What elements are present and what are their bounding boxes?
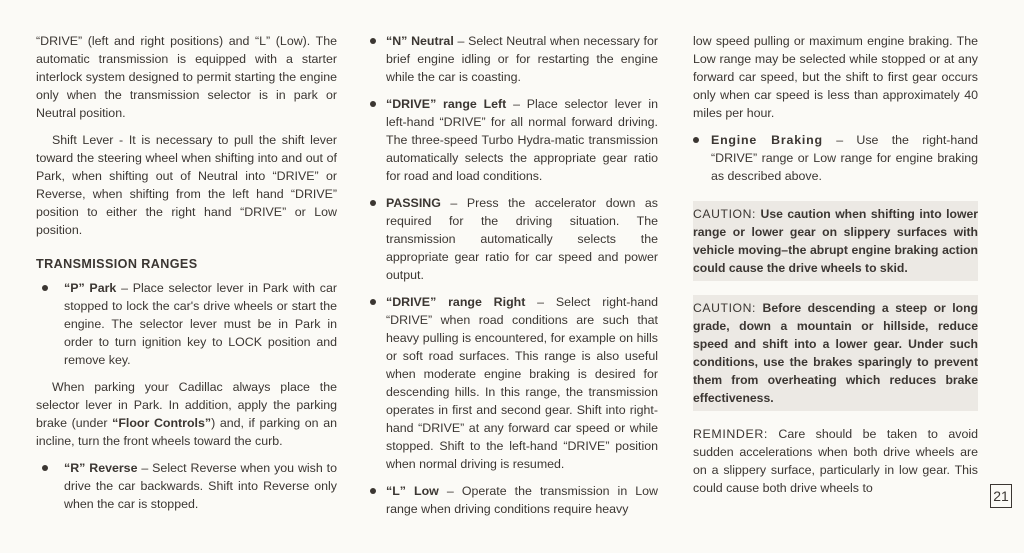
caution-body: Before descending a steep or long grade, down a mountain or hillside, reduce speed and shift into a lower gear. Under such conditions, use the brakes sparingly to prevent them from overheating which reduces brake effectiveness. <box>693 301 978 405</box>
shift-lever-paragraph: Shift Lever - It is necessary to pull the shift lever toward the steering wheel when shifting into and out of Park, when shifting out of Neutral into “DRIVE” or Reverse, when shifting from the left hand “DRIVE” position to either the right hand “DRIVE” or Low position. <box>36 133 337 237</box>
bullet-lead: PASSING <box>386 196 441 210</box>
bullet-body: – Press the accelerator down as required for the driving situation. The transmission automatically selects the appropriate gear ratio for car speed and power output. <box>386 196 658 282</box>
bullet-drive-right <box>370 293 658 473</box>
bullet-body: – Place selector lever in Park with car stopped to lock the car's drive wheels or start the engine. The selector lever must be in Park in order to turn ignition key to LOCK position and remove key. <box>64 281 338 367</box>
bullet-body: – Select right-hand “DRIVE” when road conditions are such that heavy pulling is encountered, for example on hills or soft road surfaces. This range is also useful when moderate engine braking is desired for descending hills. In this range, the transmission operates in first and second gear. Shift into right-hand “DRIVE” at any forward car speed or while stopped. Shift to the left-hand “DRIVE” position when normal driving is resumed. <box>386 295 658 471</box>
bullet-lead: “N” Neutral <box>386 34 454 48</box>
column-2 <box>370 32 658 527</box>
bullet-passing <box>370 194 658 284</box>
caution-label: CAUTION: <box>693 301 757 315</box>
bullet-park <box>36 279 337 369</box>
floor-controls-reference: “Floor Controls” <box>112 416 212 430</box>
intro-paragraph: “DRIVE” (left and right positions) and “L” (Low). The automatic transmission is equipped with a starter interlock system designed to permit starting the engine only when the transmission selector is in park or Neutral position. <box>36 34 337 120</box>
bullet-body: – Select Neutral when necessary for brief engine idling or for restarting the engine while the car is coasting. <box>386 34 658 84</box>
bullet-reverse <box>36 459 337 513</box>
reminder-body: Care should be taken to avoid sudden accelerations when both drive wheels are on a slippery surface, particularly in low gear. This could cause both drive wheels to <box>693 427 978 495</box>
bullet-neutral <box>370 32 658 86</box>
page-number: 21 <box>990 484 1012 508</box>
parking-paragraph <box>36 378 337 450</box>
bullet-lead: “P” Park <box>64 281 117 295</box>
bullet-lead: “DRIVE” range Right <box>386 295 526 309</box>
bullet-lead: “R” Reverse <box>64 461 138 475</box>
bullet-body: – Use the right-hand “DRIVE” range or Low range for engine braking as described above. <box>711 133 978 183</box>
bullet-lead: “L” Low <box>386 484 439 498</box>
caution-body: Use caution when shifting into lower range or lower gear on slippery surfaces with vehicle moving–the abrupt engine braking action could cause the drive wheels to skid. <box>693 207 978 275</box>
bullet-lead: Engine Braking <box>711 133 823 147</box>
reminder-paragraph <box>693 425 978 497</box>
bullet-body: – Operate the transmission in Low range when driving conditions require heavy <box>386 484 658 516</box>
bullet-body: – Place selector lever in left-hand “DRIVE” for all normal forward driving. The three-speed Turbo Hydra-matic transmission automatically selects the appropriate gear ratio for road and load conditions. <box>386 97 658 183</box>
caution-box-descending <box>693 295 978 411</box>
bullet-engine-braking <box>693 131 978 185</box>
reminder-label: REMINDER: <box>693 427 768 441</box>
bullet-body: – Select Reverse when you wish to drive the car backwards. Shift into Reverse only when the car is stopped. <box>64 461 337 511</box>
caution-label: CAUTION: <box>693 207 757 221</box>
low-continued-paragraph: low speed pulling or maximum engine braking. The Low range may be selected while stopped or at any forward car speed, but the shift to first gear occurs only when car speed is less than approximately 40 miles per hour. <box>693 34 978 120</box>
text: When parking your Cadillac always place the selector lever in Park. In addition, apply the parking brake (under <box>36 380 337 430</box>
section-heading: TRANSMISSION RANGES <box>36 257 198 271</box>
bullet-low <box>370 482 658 518</box>
bullet-lead: “DRIVE” range Left <box>386 97 507 111</box>
column-1 <box>36 32 337 522</box>
bullet-drive-left <box>370 95 658 185</box>
caution-box-slippery <box>693 201 978 281</box>
column-3 <box>693 32 978 506</box>
text: ) and, if parking on an incline, turn the front wheels toward the curb. <box>36 416 337 448</box>
